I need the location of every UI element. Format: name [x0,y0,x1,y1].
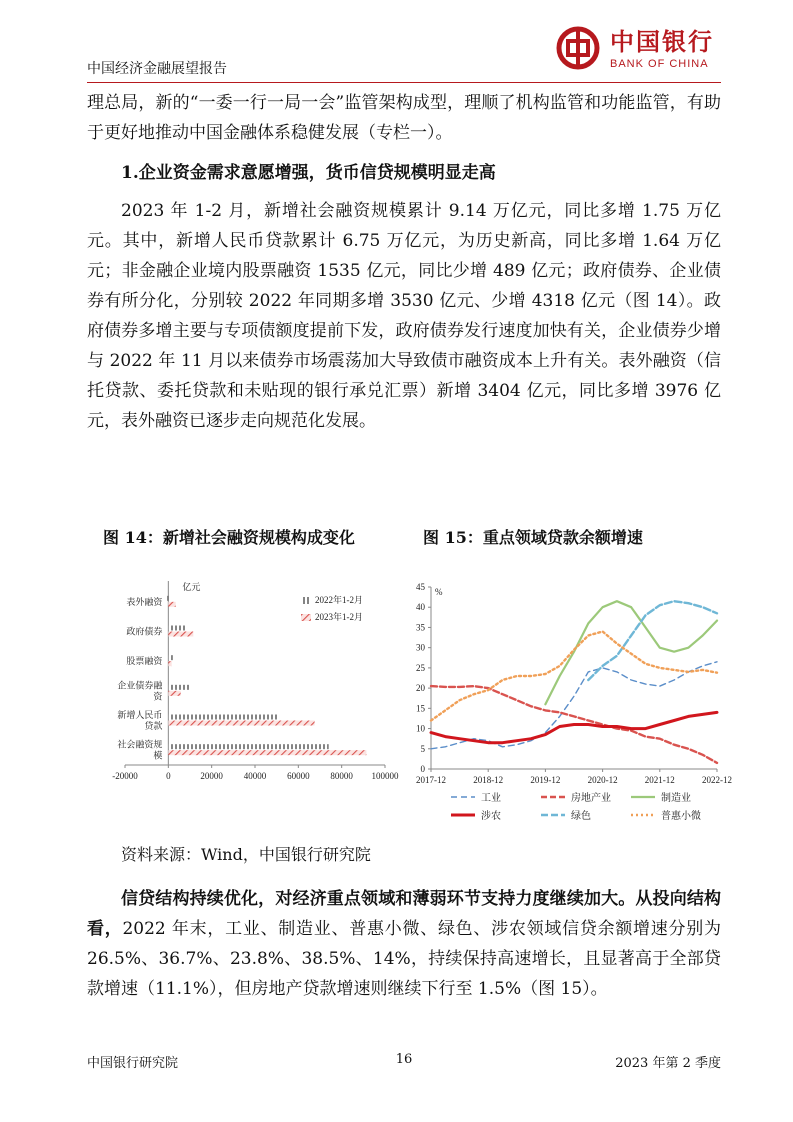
legend-label: 2023年1-2月 [315,612,363,622]
category-label: 企业债券融 [117,680,163,691]
bar-2023 [168,750,366,755]
report-title: 中国经济金融展望报告 [87,61,227,77]
y-tick-label: 30 [416,642,425,653]
category-label: 资 [153,691,163,702]
footer-quarter: 2023 年第 2 季度 [615,1056,721,1071]
x-tick-label: 2017-12 [416,775,446,785]
logo-english-name: BANK OF CHINA [610,58,709,70]
unit-label: % [435,587,443,597]
paragraph-1: 理总局，新的“一委一行一局一会”监管架构成型，理顺了机构监管和功能监管，有助于更好地推动中国金融体系稳健发展（专栏一）。 [87,93,721,143]
series-line-工业 [431,662,717,749]
bank-of-china-emblem-icon [556,26,600,70]
figure-14-bar-chart [95,573,399,808]
x-tick-label: -20000 [112,771,138,781]
category-label: 股票融资 [126,656,163,667]
footer-institute: 中国银行研究院 [87,1056,179,1071]
y-tick-label: 5 [420,743,425,754]
page-number: 16 [395,1052,413,1067]
legend-label: 涉农 [481,811,501,822]
bar-2023 [168,602,175,607]
x-tick-label: 20000 [200,771,223,781]
y-tick-label: 25 [416,662,425,673]
bar-2023 [168,632,193,637]
x-tick-label: 80000 [330,771,353,781]
bank-logo [556,20,721,80]
paragraph-2: 2023 年 1-2 月，新增社会融资规模累计 9.14 万亿元，同比多增 1.75 万亿元。其中，新增人民币贷款累计 6.75 万亿元，为历史新高，同比多增 1.64 万亿元；非金融企业境内股票融资 1535 亿元，同比少增 489 亿元；政府债券、企业债券有所分化，分别较 2022 年同期多增 3530 亿元、少增 4318 亿元（图 14）。政府债券多增主要与专项债额度提前下发，政府债券发行速度加快有关，企业债券少增与 2022 年 11 月以来债券市场震荡加大导致债市融资成本上升有关。表外融资（信托贷款、委托贷款和未贴现的银行承兑汇票）新增 3404 亿元，同比多增 3976 亿元，表外融资已逐步走向规范化发展。 [87,201,721,431]
figure-15-title: 图 15：重点领域贷款余额增速 [423,528,643,547]
category-label: 表外融资 [126,596,163,607]
category-label: 政府债券 [126,626,163,637]
main-text-bottom [87,884,721,1004]
bar-2023 [168,721,314,726]
logo-chinese-name: 中国银行 [610,27,714,56]
bar-2022 [168,626,185,631]
category-label: 新增人民币 [117,710,163,720]
x-tick-label: 60000 [287,771,310,781]
main-text-top [87,88,721,436]
paragraph-3-lead: 信贷结构持续优化，对经济重点领域和薄弱环节支持力度继续加大。从投向结构看， [87,889,721,939]
x-tick-label: 2018-12 [473,775,504,785]
x-tick-label: 2022-12 [702,775,732,785]
y-tick-label: 0 [420,764,425,774]
y-tick-label: 40 [416,602,425,613]
bar-2023 [168,661,171,666]
x-tick-label: 40000 [243,771,267,781]
y-tick-label: 35 [416,622,425,633]
legend-label: 绿色 [571,811,591,822]
legend-label: 2022年1-2月 [315,595,363,605]
x-tick-label: 2021-12 [644,775,675,785]
header-divider [87,82,721,83]
x-tick-label: 2020-12 [587,775,618,785]
bar-2022 [168,685,190,690]
y-tick-label: 45 [416,582,425,592]
bar-2022 [168,744,328,749]
legend-label: 制造业 [661,793,691,804]
y-tick-label: 15 [416,703,425,714]
category-label: 模 [153,750,163,761]
figure-source: 资料来源：Wind，中国银行研究院 [121,845,371,864]
y-tick-label: 20 [416,683,425,694]
series-line-普惠小微 [431,632,717,721]
section-heading: 1.企业资金需求意愿增强，货币信贷规模明显走高 [121,163,496,183]
bar-2022 [167,596,168,601]
category-label: 社会融资规 [117,739,163,750]
bar-2023 [168,691,180,696]
paragraph-3-body: 2022 年末，工业、制造业、普惠小微、绿色、涉农领域信贷余额增速分别为 26.5%、36.7%、23.8%、38.5%、14%，持续保持高速增长，且显著高于全部贷款增速（11.1%），但房地产贷款增速则继续下行至 1.5%（图 15）。 [87,919,722,999]
unit-label: 亿元 [182,582,201,592]
legend-swatch [301,614,311,621]
legend-swatch [301,597,311,604]
legend-label: 房地产业 [571,793,611,804]
y-tick-label: 10 [416,723,425,734]
category-label: 贷款 [144,721,163,731]
legend-label: 普惠小微 [661,811,701,822]
page-header [87,20,721,80]
x-tick-label: 2019-12 [530,775,561,785]
bar-2022 [168,655,172,660]
figure-15-line-chart [405,573,732,833]
figure-14-title: 图 14：新增社会融资规模构成变化 [103,528,355,547]
legend-label: 工业 [481,793,501,804]
bar-2022 [168,715,279,720]
paragraph-3 [87,884,721,1004]
x-tick-label: 0 [166,771,171,781]
x-tick-label: 100000 [371,771,399,781]
